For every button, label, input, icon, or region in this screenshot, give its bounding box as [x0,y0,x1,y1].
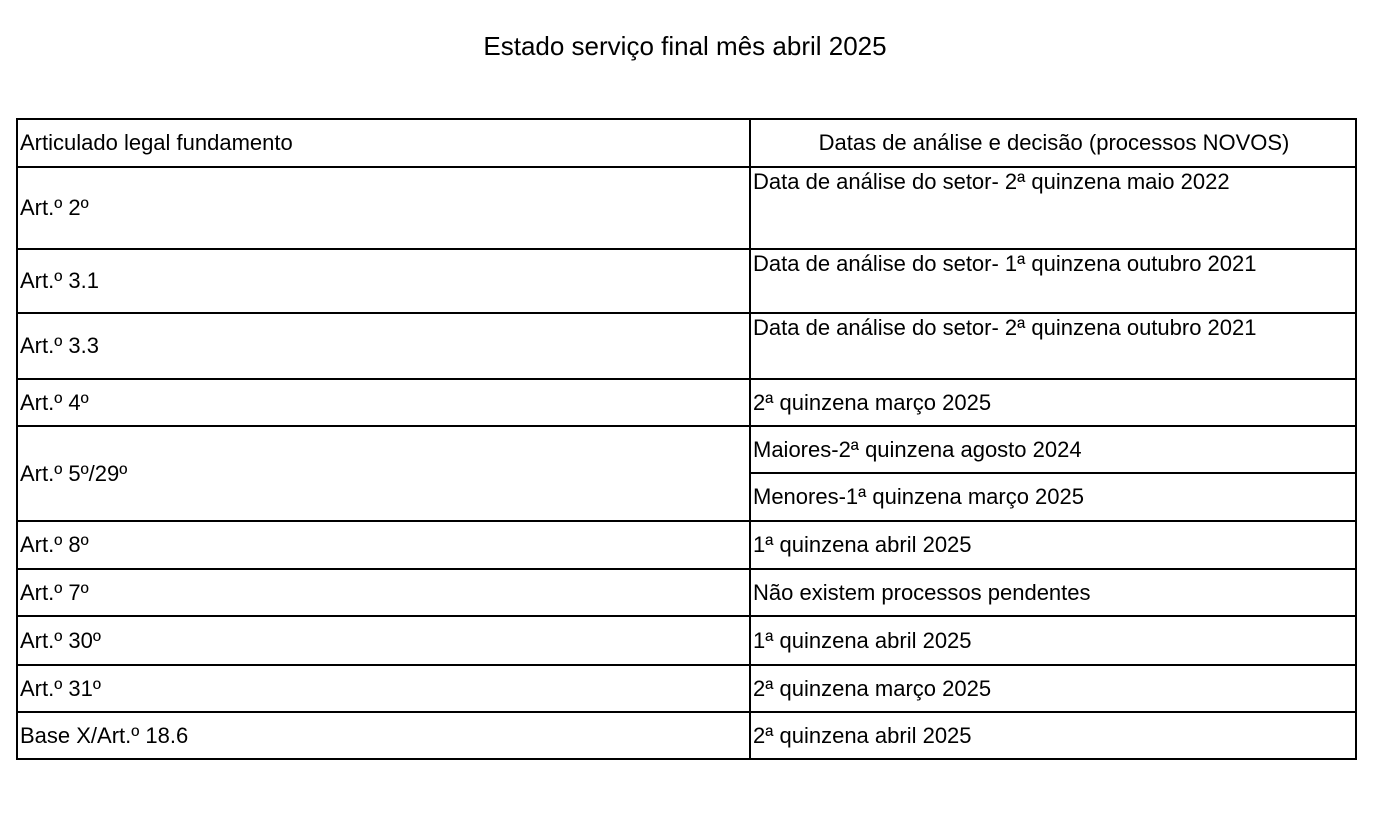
table-row [17,616,1356,665]
article-cell: Art.º 5º/29º [17,426,750,521]
article-cell: Base X/Art.º 18.6 [17,712,750,759]
article-cell: Art.º 2º [17,167,750,249]
dates-cell: Menores-1ª quinzena março 2025 [750,473,1356,521]
article-cell: Art.º 3.3 [17,313,750,379]
dates-cell: 1ª quinzena abril 2025 [750,521,1356,569]
article-cell: Art.º 3.1 [17,249,750,313]
article-cell: Art.º 30º [17,616,750,665]
article-cell: Art.º 31º [17,665,750,712]
article-cell: Art.º 8º [17,521,750,569]
table-row [17,712,1356,759]
status-table [16,118,1357,760]
page-title: Estado serviço final mês abril 2025 [483,31,887,61]
table-row [17,665,1356,712]
article-cell: Art.º 4º [17,379,750,426]
header-dates: Datas de análise e decisão (processos NOVOS) [750,119,1356,167]
dates-cell: Data de análise do setor- 2ª quinzena outubro 2021 [750,313,1356,379]
table-row [17,569,1356,616]
table-header-row [17,119,1356,167]
table-row [17,167,1356,249]
dates-cell: Data de análise do setor- 2ª quinzena maio 2022 [750,167,1356,249]
table-row [17,426,1356,473]
table-row [17,313,1356,379]
dates-cell: 2ª quinzena março 2025 [750,665,1356,712]
table-row [17,249,1356,313]
header-legal-basis: Articulado legal fundamento [17,119,750,167]
dates-cell: 1ª quinzena abril 2025 [750,616,1356,665]
article-cell: Art.º 7º [17,569,750,616]
dates-cell: Maiores-2ª quinzena agosto 2024 [750,426,1356,473]
dates-cell: Data de análise do setor- 1ª quinzena outubro 2021 [750,249,1356,313]
table-row [17,521,1356,569]
dates-cell: Não existem processos pendentes [750,569,1356,616]
table-row [17,379,1356,426]
dates-cell: 2ª quinzena abril 2025 [750,712,1356,759]
dates-cell: 2ª quinzena março 2025 [750,379,1356,426]
